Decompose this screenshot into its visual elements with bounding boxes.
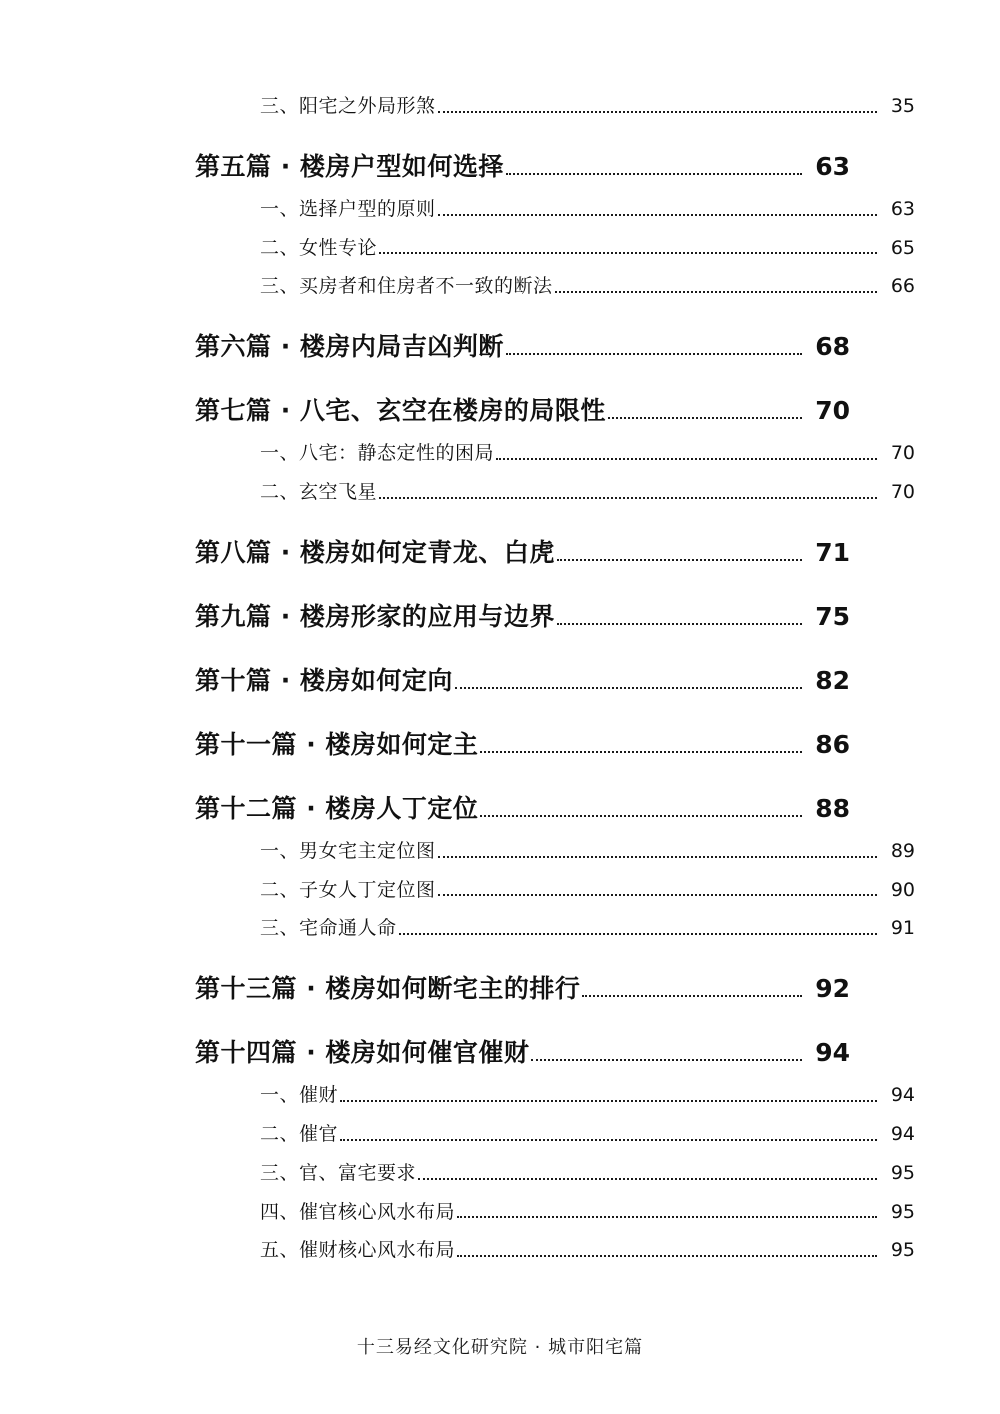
page-footer: 十三易经文化研究院 · 城市阳宅篇 bbox=[356, 1337, 644, 1358]
toc-section-entry[interactable] bbox=[195, 794, 850, 824]
toc-entry-page-number: 35 bbox=[890, 95, 915, 117]
toc-sub-entry[interactable] bbox=[195, 840, 915, 863]
toc-entry-label: 二、催官 bbox=[260, 1122, 339, 1145]
toc-entry-label: 一、男女宅主定位图 bbox=[260, 839, 436, 862]
toc-entry-label: 第十篇 · 楼房如何定向 bbox=[195, 665, 453, 695]
toc-entry-page-number: 71 bbox=[815, 537, 850, 567]
toc-entry-page-number: 95 bbox=[890, 1161, 915, 1184]
table-of-contents bbox=[195, 95, 915, 1262]
toc-entry-label: 第五篇 · 楼房户型如何选择 bbox=[195, 151, 504, 181]
toc-leader-dots bbox=[455, 686, 802, 689]
toc-sub-entry[interactable] bbox=[195, 481, 915, 504]
toc-sub-entry[interactable] bbox=[195, 1084, 915, 1107]
toc-entry-page-number: 63 bbox=[890, 197, 915, 220]
toc-entry-page-number: 75 bbox=[815, 601, 850, 631]
toc-sub-entry[interactable] bbox=[195, 1162, 915, 1185]
toc-leader-dots bbox=[555, 290, 877, 293]
toc-entry-page-number: 95 bbox=[890, 1200, 915, 1223]
toc-entry-page-number: 65 bbox=[890, 236, 915, 259]
toc-entry-label: 第八篇 · 楼房如何定青龙、白虎 bbox=[195, 537, 555, 567]
toc-entry-page-number: 63 bbox=[815, 151, 850, 181]
toc-leader-dots bbox=[557, 558, 802, 561]
toc-entry-label: 五、催财核心风水布局 bbox=[260, 1239, 456, 1262]
toc-leader-dots bbox=[340, 1099, 877, 1102]
toc-entry-label: 第十三篇 · 楼房如何断宅主的排行 bbox=[195, 974, 581, 1004]
toc-entry-page-number: 82 bbox=[815, 665, 850, 695]
toc-section-entry[interactable] bbox=[195, 538, 850, 568]
toc-sub-entry[interactable] bbox=[195, 237, 915, 260]
toc-section-entry[interactable] bbox=[195, 730, 850, 760]
toc-leader-dots bbox=[418, 1177, 877, 1180]
toc-leader-dots bbox=[480, 750, 802, 753]
toc-section-entry[interactable] bbox=[195, 152, 850, 182]
toc-entry-label: 三、买房者和住房者不一致的断法 bbox=[260, 275, 553, 298]
toc-leader-dots bbox=[438, 110, 877, 113]
toc-sub-entry[interactable] bbox=[195, 917, 915, 940]
toc-entry-label: 一、八宅：静态定性的困局 bbox=[260, 442, 495, 465]
toc-leader-dots bbox=[379, 251, 877, 254]
toc-entry-page-number: 90 bbox=[890, 878, 915, 901]
toc-entry-label: 一、选择户型的原则 bbox=[260, 197, 436, 220]
toc-leader-dots bbox=[582, 994, 802, 997]
toc-section-entry[interactable] bbox=[195, 396, 850, 426]
toc-entry-page-number: 94 bbox=[890, 1084, 915, 1107]
toc-sub-entry[interactable] bbox=[195, 198, 915, 221]
toc-entry-label: 三、阳宅之外局形煞 bbox=[260, 95, 436, 117]
toc-entry-label: 三、宅命通人命 bbox=[260, 917, 397, 940]
toc-leader-dots bbox=[496, 457, 877, 460]
toc-entry-page-number: 91 bbox=[890, 917, 915, 940]
toc-entry-page-number: 70 bbox=[890, 480, 915, 503]
toc-leader-dots bbox=[506, 352, 802, 355]
toc-leader-dots bbox=[557, 622, 802, 625]
toc-leader-dots bbox=[438, 893, 877, 896]
toc-entry-page-number: 94 bbox=[815, 1038, 850, 1068]
toc-leader-dots bbox=[340, 1138, 877, 1141]
toc-leader-dots bbox=[438, 213, 877, 216]
toc-entry-label: 第七篇 · 八宅、玄空在楼房的局限性 bbox=[195, 396, 606, 426]
toc-leader-dots bbox=[608, 416, 802, 419]
toc-sub-entry[interactable] bbox=[195, 1201, 915, 1224]
toc-entry-label: 第九篇 · 楼房形家的应用与边界 bbox=[195, 601, 555, 631]
toc-entry-page-number: 92 bbox=[815, 974, 850, 1004]
toc-leader-dots bbox=[399, 932, 877, 935]
toc-entry-label: 第十一篇 · 楼房如何定主 bbox=[195, 729, 479, 759]
toc-entry-label: 第十四篇 · 楼房如何催官催财 bbox=[195, 1038, 530, 1068]
toc-sub-entry[interactable] bbox=[195, 275, 915, 298]
toc-entry-page-number: 94 bbox=[890, 1122, 915, 1145]
toc-sub-entry[interactable] bbox=[195, 1123, 915, 1146]
toc-sub-entry[interactable] bbox=[195, 879, 915, 902]
toc-entry-page-number: 66 bbox=[890, 275, 915, 298]
toc-section-entry[interactable] bbox=[195, 974, 850, 1004]
toc-entry-page-number: 88 bbox=[815, 793, 850, 823]
toc-entry-label: 一、催财 bbox=[260, 1084, 339, 1107]
toc-entry-label: 四、催官核心风水布局 bbox=[260, 1200, 456, 1223]
toc-entry-page-number: 70 bbox=[815, 396, 850, 426]
toc-entry-page-number: 86 bbox=[815, 729, 850, 759]
toc-leader-dots bbox=[457, 1254, 877, 1257]
toc-leader-dots bbox=[438, 855, 877, 858]
toc-entry-page-number: 70 bbox=[890, 442, 915, 465]
toc-section-entry[interactable] bbox=[195, 602, 850, 632]
toc-leader-dots bbox=[531, 1058, 802, 1061]
toc-entry-label: 二、女性专论 bbox=[260, 236, 378, 259]
toc-sub-entry[interactable] bbox=[195, 442, 915, 465]
toc-entry-label: 第十二篇 · 楼房人丁定位 bbox=[195, 793, 479, 823]
toc-section-entry[interactable] bbox=[195, 666, 850, 696]
toc-section-entry[interactable] bbox=[195, 332, 850, 362]
toc-leader-dots bbox=[480, 814, 802, 817]
toc-entry-label: 二、玄空飞星 bbox=[260, 480, 378, 503]
toc-leader-dots bbox=[506, 172, 802, 175]
toc-entry-page-number: 68 bbox=[815, 332, 850, 362]
toc-entry-label: 第六篇 · 楼房内局吉凶判断 bbox=[195, 332, 504, 362]
toc-leader-dots bbox=[379, 496, 877, 499]
toc-entry-label: 三、官、富宅要求 bbox=[260, 1161, 417, 1184]
toc-leader-dots bbox=[457, 1215, 877, 1218]
toc-entry-page-number: 89 bbox=[890, 839, 915, 862]
toc-sub-entry[interactable] bbox=[195, 1239, 915, 1262]
toc-section-entry[interactable] bbox=[195, 1038, 850, 1068]
toc-entry-label: 二、子女人丁定位图 bbox=[260, 878, 436, 901]
toc-entry-page-number: 95 bbox=[890, 1239, 915, 1262]
toc-sub-entry[interactable] bbox=[195, 95, 915, 118]
